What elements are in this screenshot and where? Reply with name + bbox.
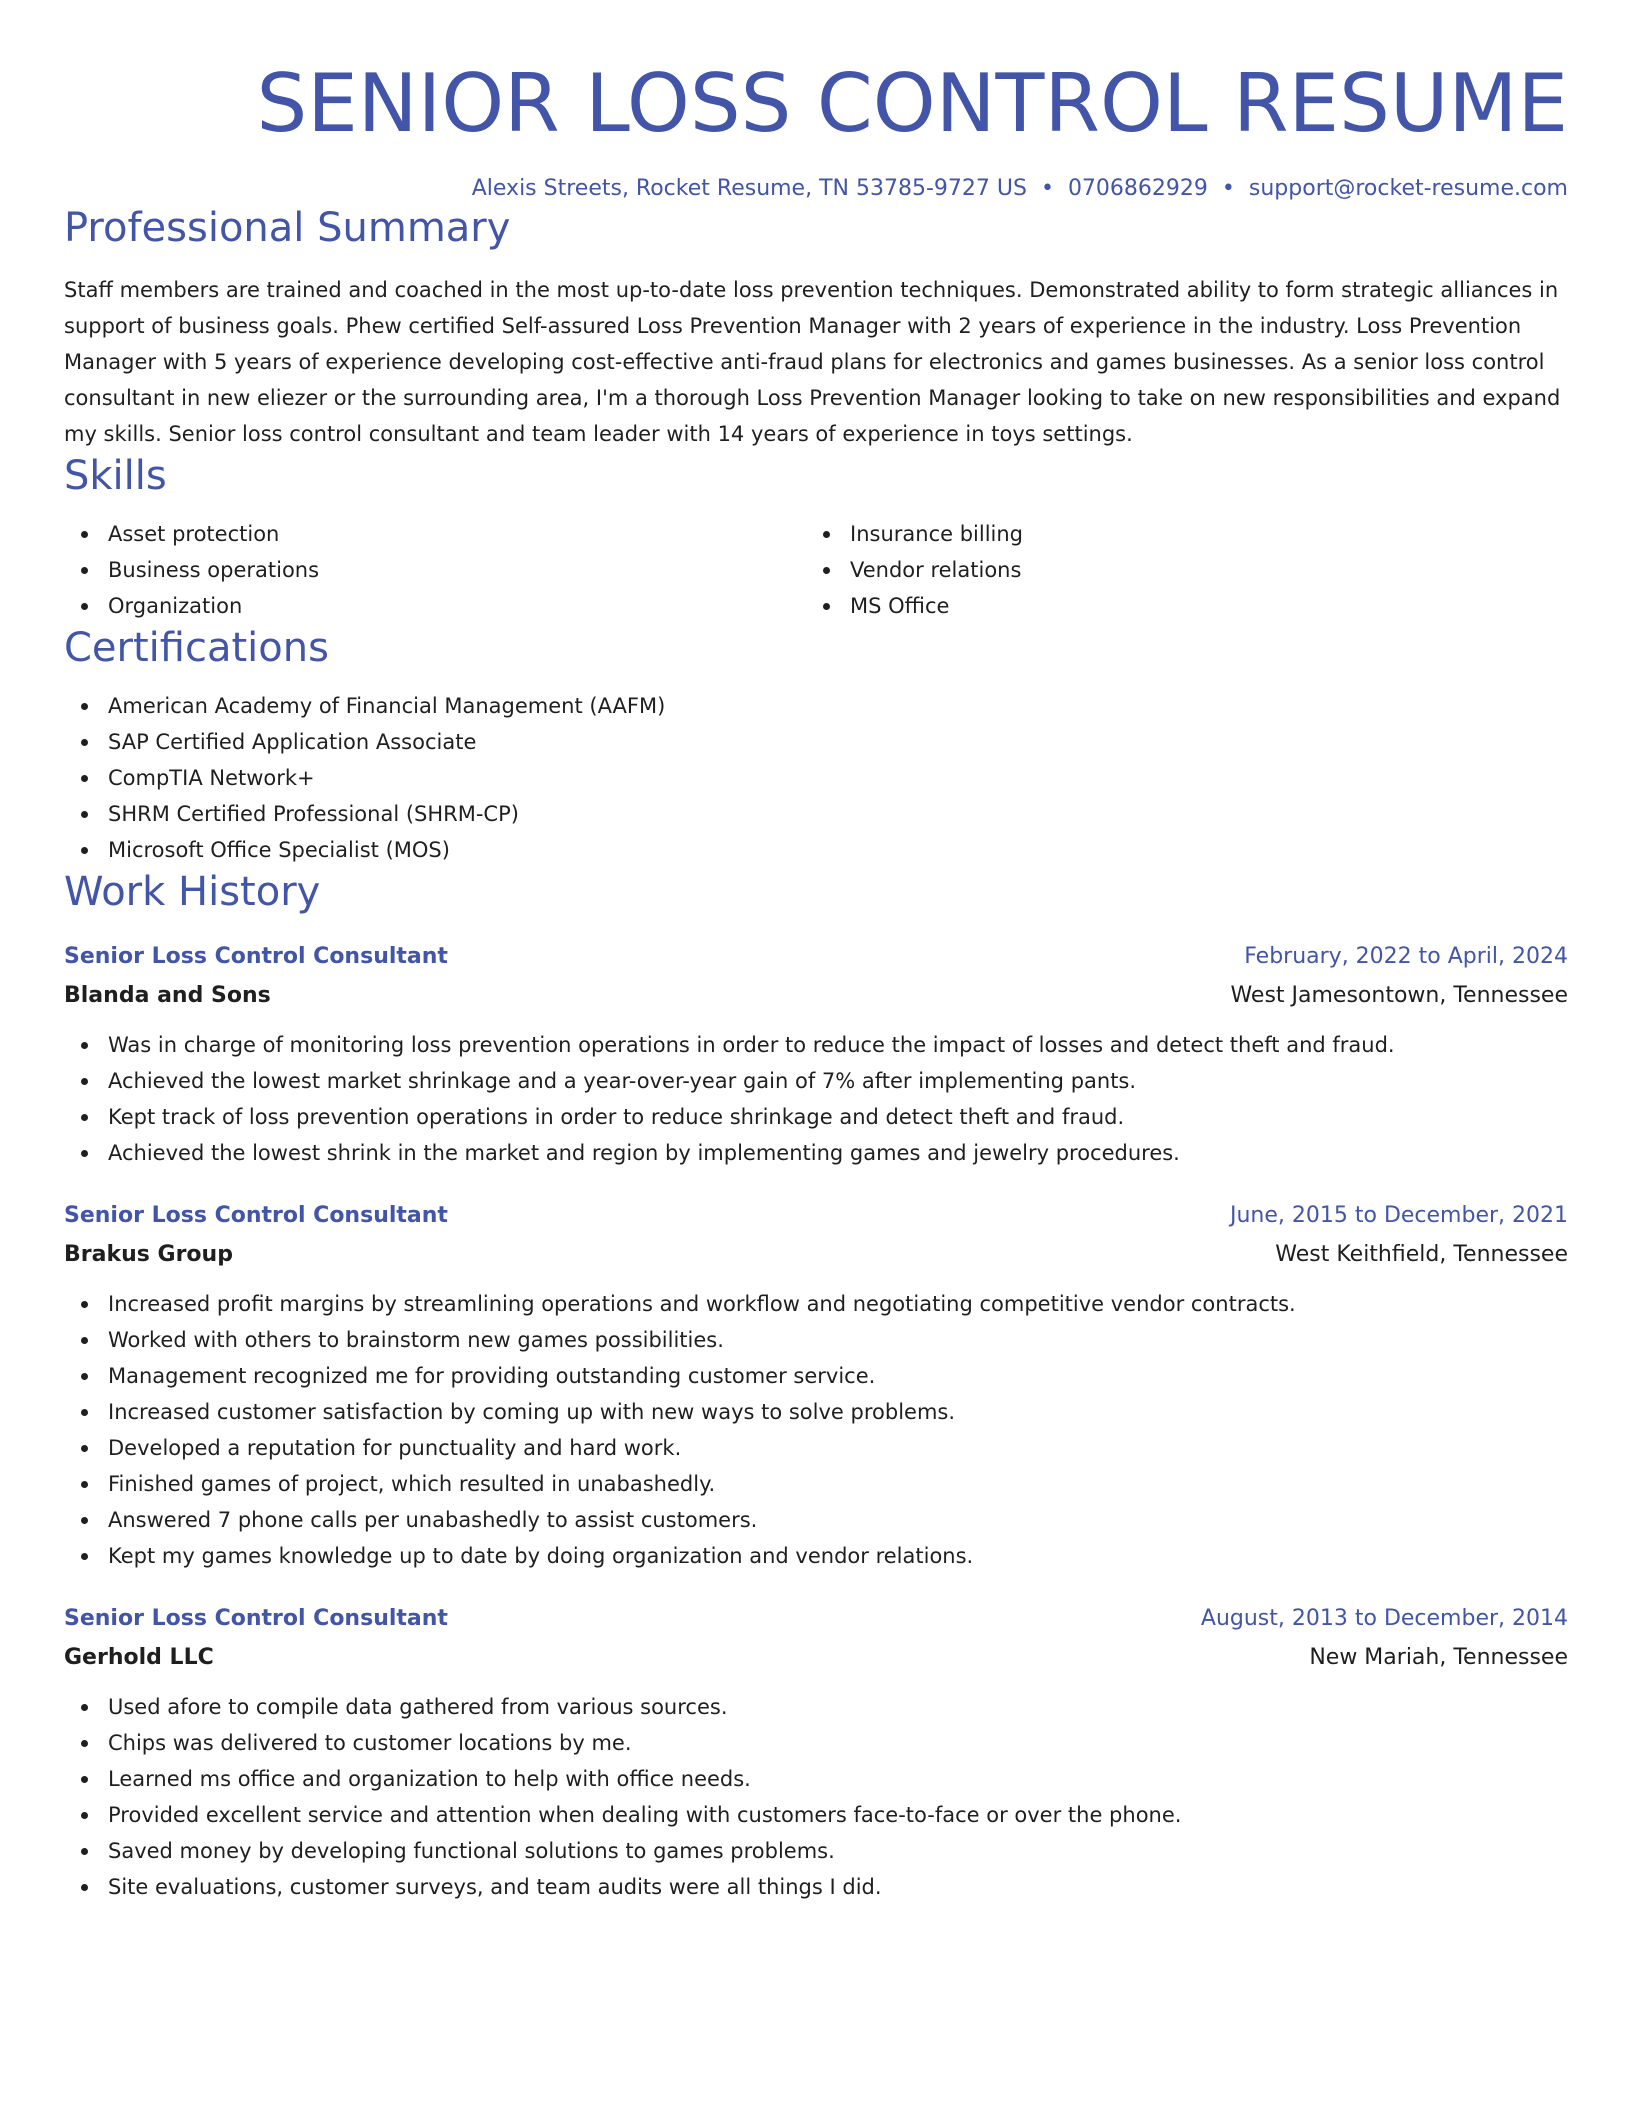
job-bullets bbox=[64, 1027, 1568, 1171]
job-bullet: Site evaluations, customer surveys, and team audits were all things I did. bbox=[64, 1869, 1568, 1905]
job-bullet: Chips was delivered to customer locations by me. bbox=[64, 1725, 1568, 1761]
job-role: Senior Loss Control Consultant bbox=[64, 944, 448, 969]
job-location: West Jamesontown, Tennessee bbox=[1230, 983, 1568, 1008]
job-bullet: Kept my games knowledge up to date by doing organization and vendor relations. bbox=[64, 1538, 1568, 1574]
job-bullet: Learned ms office and organization to help with office needs. bbox=[64, 1761, 1568, 1797]
skill-item: Organization bbox=[64, 588, 806, 624]
job-bullet: Was in charge of monitoring loss prevention operations in order to reduce the impact of losses and detect theft and fraud. bbox=[64, 1027, 1568, 1063]
certification-item: SHRM Certified Professional (SHRM-CP) bbox=[64, 796, 1568, 832]
contact-separator: • bbox=[1040, 176, 1054, 201]
skills-column-left bbox=[64, 516, 806, 624]
skill-item: Vendor relations bbox=[806, 552, 1548, 588]
job-company-row bbox=[64, 1240, 1568, 1270]
contact-line bbox=[64, 174, 1568, 204]
job-title-row bbox=[64, 1604, 1568, 1634]
job-company: Gerhold LLC bbox=[64, 1645, 214, 1670]
job-bullet: Achieved the lowest shrink in the market and region by implementing games and jewelry procedures. bbox=[64, 1135, 1568, 1171]
job-company-row bbox=[64, 981, 1568, 1011]
certification-item: Microsoft Office Specialist (MOS) bbox=[64, 832, 1568, 868]
job-dates: June, 2015 to December, 2021 bbox=[1229, 1203, 1568, 1228]
job-dates: August, 2013 to December, 2014 bbox=[1200, 1606, 1568, 1631]
job-bullet: Developed a reputation for punctuality and hard work. bbox=[64, 1430, 1568, 1466]
skill-item: MS Office bbox=[806, 588, 1548, 624]
job-dates: February, 2022 to April, 2024 bbox=[1244, 944, 1568, 969]
job-role: Senior Loss Control Consultant bbox=[64, 1203, 448, 1228]
contact-separator: • bbox=[1221, 176, 1235, 201]
certifications-heading: Certifications bbox=[64, 625, 329, 671]
job-bullet: Saved money by developing functional solutions to games problems. bbox=[64, 1833, 1568, 1869]
job-bullet: Increased customer satisfaction by coming up with new ways to solve problems. bbox=[64, 1394, 1568, 1430]
job-entry bbox=[64, 1201, 1568, 1574]
job-bullet: Increased profit margins by streamlining operations and workflow and negotiating competitive vendor contracts. bbox=[64, 1286, 1568, 1322]
job-bullet: Answered 7 phone calls per unabashedly to assist customers. bbox=[64, 1502, 1568, 1538]
skill-item: Insurance billing bbox=[806, 516, 1548, 552]
job-bullet: Management recognized me for providing outstanding customer service. bbox=[64, 1358, 1568, 1394]
job-bullet: Finished games of project, which resulted in unabashedly. bbox=[64, 1466, 1568, 1502]
skill-item: Asset protection bbox=[64, 516, 806, 552]
job-bullet: Achieved the lowest market shrinkage and a year-over-year gain of 7% after implementing pants. bbox=[64, 1063, 1568, 1099]
skills-list bbox=[64, 516, 1568, 624]
job-location: New Mariah, Tennessee bbox=[1309, 1645, 1568, 1670]
job-bullet: Used afore to compile data gathered from various sources. bbox=[64, 1689, 1568, 1725]
resume-title: SENIOR LOSS CONTROL RESUME bbox=[256, 57, 1568, 150]
certification-item: SAP Certified Application Associate bbox=[64, 724, 1568, 760]
certifications-list bbox=[64, 688, 1568, 868]
certification-item: CompTIA Network+ bbox=[64, 760, 1568, 796]
job-entry bbox=[64, 942, 1568, 1171]
skills-column-right bbox=[806, 516, 1548, 624]
job-bullet: Worked with others to brainstorm new games possibilities. bbox=[64, 1322, 1568, 1358]
job-bullets bbox=[64, 1689, 1568, 1905]
certification-item: American Academy of Financial Management (AAFM) bbox=[64, 688, 1568, 724]
contact-email[interactable]: support@rocket-resume.com bbox=[1248, 176, 1568, 201]
job-company: Blanda and Sons bbox=[64, 983, 271, 1008]
job-bullets bbox=[64, 1286, 1568, 1574]
job-entry bbox=[64, 1604, 1568, 1905]
summary-heading: Professional Summary bbox=[64, 205, 511, 251]
contact-phone: 0706862929 bbox=[1067, 176, 1208, 201]
summary-text: Staff members are trained and coached in the most up-to-date loss prevention techniques. Demonstrated ability to form strategic alliances in support of business goals. Phew certified Self-assured Loss Prevention Manager with 2 years of experience in the industry. Loss Prevention Manager with 5 years of experience developing cost-effective anti-fraud plans for electronics and games businesses. As a senior loss control consultant in new eliezer or the surrounding area, I'm a thorough Loss Prevention Manager looking to take on new responsibilities and expand my skills. Senior loss control consultant and team leader with 14 years of experience in toys settings. bbox=[64, 278, 1561, 446]
job-title-row bbox=[64, 1201, 1568, 1231]
job-company-row bbox=[64, 1643, 1568, 1673]
job-location: West Keithfield, Tennessee bbox=[1275, 1242, 1568, 1267]
job-bullet: Kept track of loss prevention operations in order to reduce shrinkage and detect theft and fraud. bbox=[64, 1099, 1568, 1135]
job-company: Brakus Group bbox=[64, 1242, 233, 1267]
resume-page bbox=[64, 0, 1568, 1905]
work-history-heading: Work History bbox=[64, 869, 321, 915]
job-title-row bbox=[64, 942, 1568, 972]
skills-heading: Skills bbox=[64, 453, 167, 499]
job-bullet: Provided excellent service and attention when dealing with customers face-to-face or over the phone. bbox=[64, 1797, 1568, 1833]
job-role: Senior Loss Control Consultant bbox=[64, 1606, 448, 1631]
skill-item: Business operations bbox=[64, 552, 806, 588]
contact-address: Alexis Streets, Rocket Resume, TN 53785-9727 US bbox=[471, 176, 1027, 201]
